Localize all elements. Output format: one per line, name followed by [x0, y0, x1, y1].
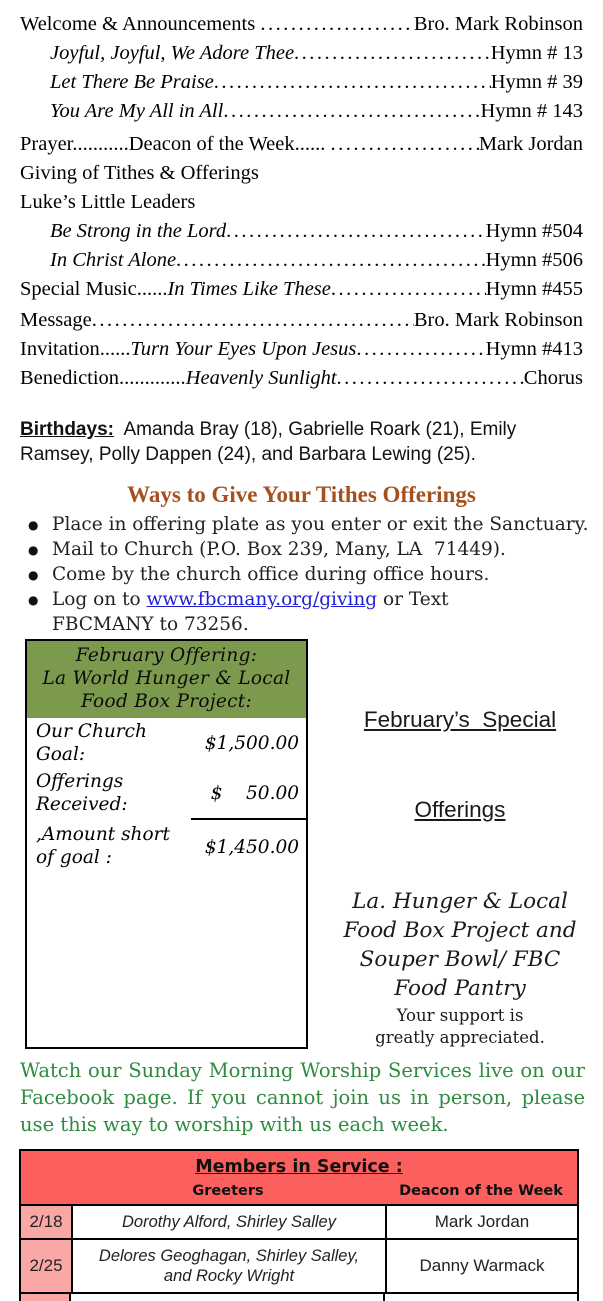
- dot-leader: [337, 364, 524, 393]
- service-item-label: Invitation......: [20, 338, 131, 360]
- hymn-title: In Christ Alone: [50, 249, 177, 271]
- hymn-title: Joyful, Joyful, We Adore Thee: [50, 42, 295, 64]
- offering-row-label: ,Amount short of goal :: [36, 824, 170, 868]
- note-line: Your support is: [396, 1006, 524, 1025]
- service-line-message: [20, 306, 583, 335]
- service-item-label: Special Music......: [20, 278, 168, 300]
- dot-leader: [226, 217, 485, 246]
- dot-leader: [92, 306, 414, 335]
- service-item-value: Chorus: [523, 367, 583, 389]
- bullet-text-line2: FBCMANY to 73256.: [52, 614, 249, 635]
- table-row: [21, 1238, 577, 1292]
- deacon-cell-cropped: [385, 1294, 577, 1301]
- date-cell: 2/18: [21, 1206, 73, 1238]
- greeters-cell-cropped: [71, 1294, 385, 1301]
- offering-row-value: $1,500.00: [204, 732, 299, 754]
- members-in-service-table: [19, 1149, 579, 1294]
- date-cell: 2/25: [21, 1240, 73, 1292]
- list-item: [20, 512, 591, 537]
- column-header-deacon: Deacon of the Week: [399, 1183, 563, 1199]
- hymn-title: Heavenly Sunlight: [185, 367, 337, 389]
- deacon-cell: Mark Jordan: [434, 1212, 530, 1231]
- service-item-label: Welcome & Announcements: [20, 13, 261, 35]
- special-offerings-panel: [334, 639, 586, 1049]
- hymn-title: Turn Your Eyes Upon Jesus: [130, 338, 357, 360]
- offering-table-header: [27, 641, 306, 718]
- offering-row-value: $1,450.00: [191, 818, 306, 874]
- service-line-giving: [20, 159, 583, 188]
- service-item-person: Mark Jordan: [478, 133, 583, 155]
- greeters-cell: [73, 1240, 387, 1292]
- offering-row-label: Our Church Goal:: [36, 721, 147, 765]
- dot-leader: [260, 10, 414, 39]
- service-item-label: Luke’s Little Leaders: [20, 191, 196, 213]
- service-item-label: Prayer...........Deacon of the Week......: [20, 133, 331, 155]
- greeters-names: and Rocky Wright: [163, 1267, 295, 1285]
- offering-row-label: Offerings Received:: [36, 771, 128, 815]
- hymn-number: Hymn #455: [485, 278, 583, 300]
- hymn-title: Let There Be Praise: [50, 71, 214, 93]
- members-table-title: [21, 1154, 577, 1180]
- date-cell-cropped: [21, 1294, 71, 1301]
- ways-to-give-list: [20, 512, 591, 637]
- giving-link[interactable]: www.fbcmany.org/giving: [146, 589, 378, 610]
- note-line: greatly appreciated.: [375, 1028, 545, 1047]
- greeters-names: Dorothy Alford, Shirley Salley: [122, 1213, 336, 1231]
- dot-leader: [223, 97, 480, 126]
- bullet-text: or Text: [377, 589, 449, 610]
- list-item: [20, 562, 591, 587]
- dot-leader: [214, 68, 491, 97]
- table-row: [21, 1204, 577, 1238]
- title-line: Offerings: [414, 797, 506, 822]
- hymn-number: Hymn #506: [485, 249, 583, 271]
- bullet-text: Log on to: [52, 589, 147, 610]
- members-table-column-labels: [21, 1180, 577, 1202]
- service-item-label: Benediction.............: [20, 367, 186, 389]
- facebook-live-announcement: Watch our Sunday Morning Worship Services live on our Facebook page. If you cannot join us in person, please use this way to worship with us each week.: [20, 1059, 585, 1136]
- birthdays-names: Amanda Bray (18), Gabrielle Roark (21), Emily Ramsey, Polly Dappen (24), and Barbara Lewing (25).: [20, 419, 517, 465]
- title-line: February’s Special: [363, 707, 557, 732]
- hymn-number: Hymn # 143: [480, 100, 583, 122]
- dot-leader: [331, 275, 486, 304]
- hymn-number: Hymn # 39: [490, 71, 583, 93]
- birthdays-paragraph: [20, 417, 585, 467]
- list-item: [20, 537, 591, 562]
- dot-leader: [356, 335, 485, 364]
- birthdays-label: Birthdays:: [20, 419, 114, 440]
- special-offerings-title: [334, 645, 586, 885]
- body-line: La. Hunger & Local: [352, 889, 568, 914]
- bullet-text: Come by the church office during office hours.: [52, 564, 490, 585]
- offering-row-value: $ 50.00: [210, 782, 299, 804]
- service-line-hymn: [20, 97, 583, 126]
- column-header-greeters: Greeters: [192, 1183, 264, 1199]
- service-line-special-music: [20, 275, 583, 304]
- order-of-service: [20, 10, 583, 393]
- offering-header-line: February Offering:: [75, 645, 258, 666]
- bullet-text: Mail to Church (P.O. Box 239, Many, LA 71449).: [52, 539, 506, 560]
- service-line-invitation: [20, 335, 583, 364]
- offering-section: [25, 639, 603, 1049]
- bullet-text: Place in offering plate as you enter or exit the Sanctuary.: [52, 514, 589, 535]
- body-line: Food Pantry: [394, 976, 526, 1001]
- hymn-title: Be Strong in the Lord: [50, 220, 227, 242]
- service-line-prayer: [20, 130, 583, 159]
- body-line: Food Box Project and: [343, 918, 577, 943]
- service-line-hymn: [20, 39, 583, 68]
- dot-leader: [176, 246, 486, 275]
- special-offerings-body: [334, 887, 586, 1003]
- table-row: [27, 718, 306, 768]
- february-offering-table: [25, 639, 308, 1049]
- cropped-table-row: [19, 1294, 579, 1301]
- service-line-hymn: [20, 68, 583, 97]
- members-table-title-text: Members in Service :: [195, 1157, 403, 1177]
- service-item-label: Message: [20, 309, 92, 331]
- greeters-cell: [73, 1206, 387, 1238]
- service-line-benediction: [20, 364, 583, 393]
- service-line-hymn: [20, 217, 583, 246]
- service-line-lukes: [20, 188, 583, 217]
- hymn-title: In Times Like These: [167, 278, 331, 300]
- members-table-header: [21, 1151, 577, 1204]
- greeters-names: Delores Geoghagan, Shirley Salley,: [98, 1247, 360, 1265]
- offering-header-line: La World Hunger & Local: [42, 668, 291, 689]
- deacon-cell: Danny Warmack: [419, 1256, 545, 1275]
- hymn-number: Hymn # 13: [490, 42, 583, 64]
- offering-header-line: Food Box Project:: [80, 691, 253, 712]
- service-line-hymn: [20, 246, 583, 275]
- service-line-welcome: [20, 10, 583, 39]
- dot-leader: [331, 130, 479, 159]
- table-row: [27, 768, 306, 818]
- table-row-total: [27, 818, 306, 874]
- service-item-person: Bro. Mark Robinson: [413, 309, 583, 331]
- hymn-number: Hymn #413: [485, 338, 583, 360]
- special-offerings-note: [334, 1005, 586, 1049]
- hymn-title: You Are My All in All: [50, 100, 224, 122]
- service-item-person: Bro. Mark Robinson: [413, 13, 583, 35]
- ways-to-give-heading: Ways to Give Your Tithes Offerings: [127, 482, 476, 507]
- hymn-number: Hymn #504: [485, 220, 583, 242]
- body-line: Souper Bowl/ FBC: [359, 947, 561, 972]
- date-column-spacer: [21, 1180, 71, 1202]
- dot-leader: [294, 39, 491, 68]
- list-item: [20, 587, 591, 637]
- service-item-label: Giving of Tithes & Offerings: [20, 162, 259, 184]
